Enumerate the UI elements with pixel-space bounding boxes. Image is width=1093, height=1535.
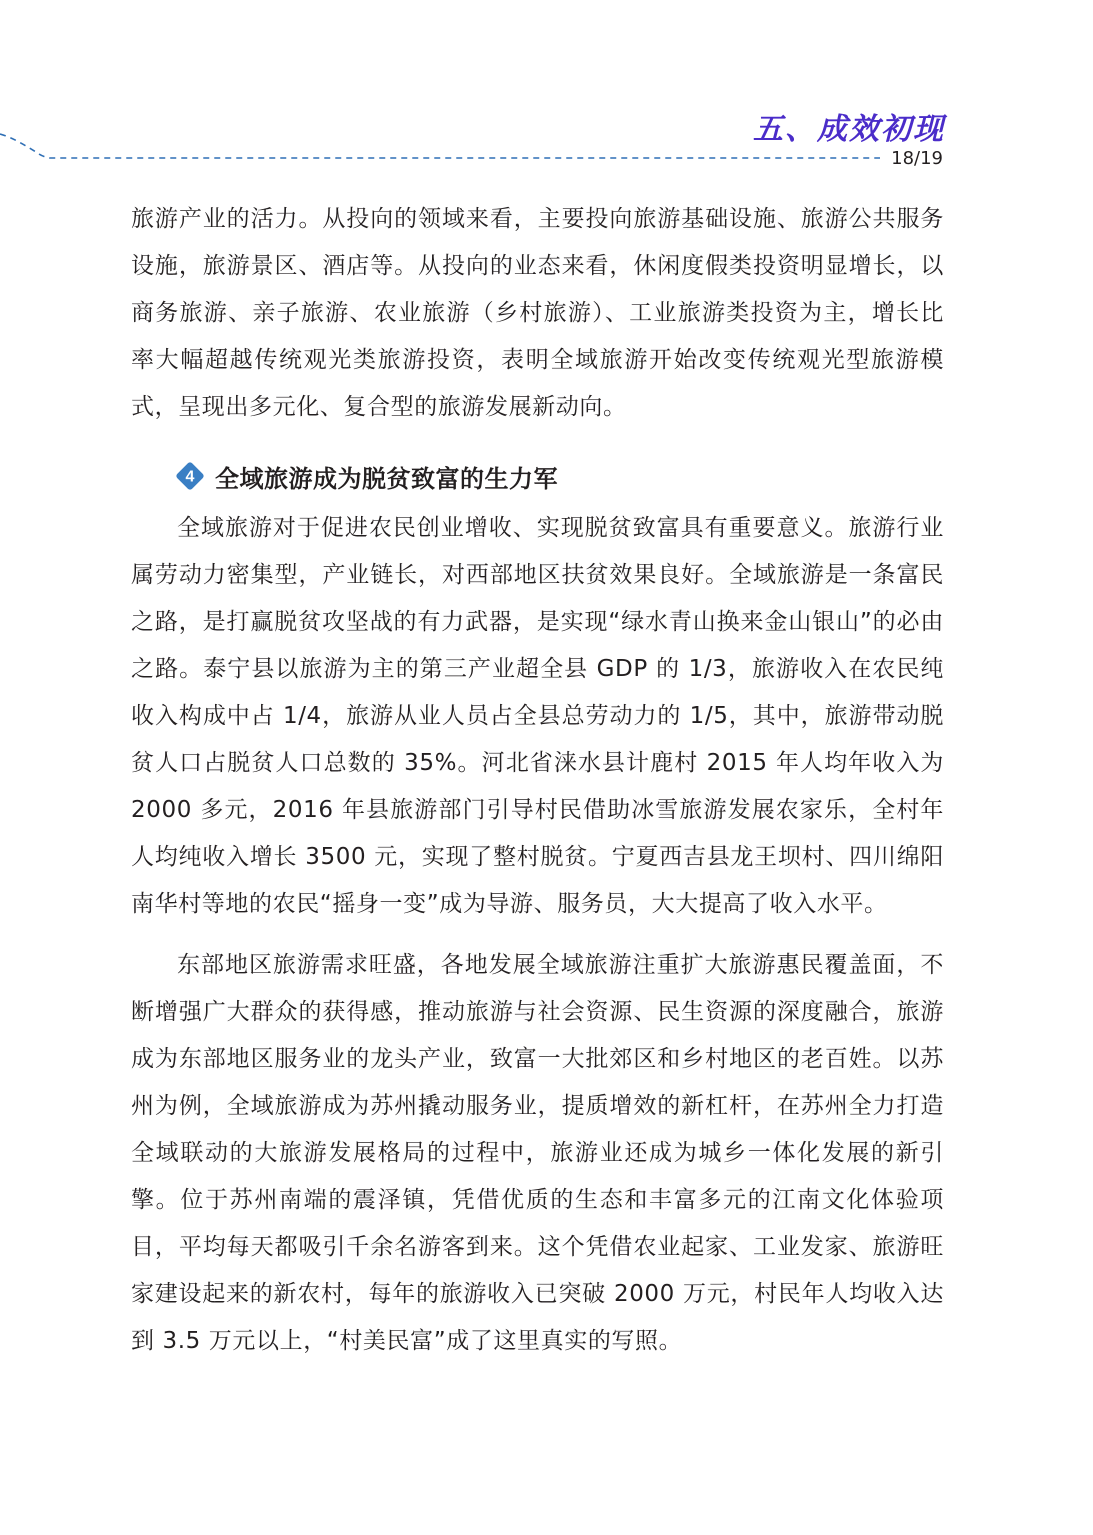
paragraph-gap [131,928,944,942]
badge-number: 4 [185,468,195,486]
page-number: 18/19 [891,148,943,169]
number-badge-icon [175,461,205,491]
paragraph-poverty-relief: 全域旅游对于促进农民创业增收、实现脱贫致富具有重要意义。旅游行业属劳动力密集型，产业链长，对西部地区扶贫效果良好。全域旅游是一条富民之路，是打赢脱贫攻坚战的有力武器，是实现“绿水青山换来金山银山”的必由之路。泰宁县以旅游为主的第三产业超全县 GDP 的 1/3，旅游收入在农民纯收入构成中占 1/4，旅游从业人员占全县总劳动力的 1/5，其中，旅游带动脱贫人口占脱贫人口总数的 35%。河北省涞水县计鹿村 2015 年人均年收入为 2000 多元，2016 年县旅游部门引导村民借助冰雪旅游发展农家乐，全村年人均纯收入增长 3500 元，实现了整村脱贫。宁夏西吉县龙王坝村、四川绵阳南华村等地的农民“摇身一变”成为导游、服务员，大大提高了收入水平。 [131,515,944,917]
paragraph-eastern-region: 东部地区旅游需求旺盛，各地发展全域旅游注重扩大旅游惠民覆盖面，不断增强广大群众的获得感，推动旅游与社会资源、民生资源的深度融合，旅游成为东部地区服务业的龙头产业，致富一大批郊区和乡村地区的老百姓。以苏州为例，全域旅游成为苏州撬动服务业，提质增效的新杠杆，在苏州全力打造全域联动的大旅游发展格局的过程中，旅游业还成为城乡一体化发展的新引擎。位于苏州南端的震泽镇，凭借优质的生态和丰富多元的江南文化体验项目，平均每天都吸引千余名游客到来。这个凭借农业起家、工业发家、旅游旺家建设起来的新农村，每年的旅游收入已突破 2000 万元，村民年人均收入达到 3.5 万元以上，“村美民富”成了这里真实的写照。 [131,952,944,1354]
section-title: 五、成效初现 [753,112,945,147]
subsection-title: 全域旅游成为脱贫致富的生力军 [215,464,558,493]
article-body [131,196,944,1365]
intro-paragraph: 旅游产业的活力。从投向的领域来看，主要投向旅游基础设施、旅游公共服务设施，旅游景区、酒店等。从投向的业态来看，休闲度假类投资明显增长，以商务旅游、亲子旅游、农业旅游（乡村旅游）、工业旅游类投资为主，增长比率大幅超越传统观光类旅游投资，表明全域旅游开始改变传统观光型旅游模式，呈现出多元化、复合型的旅游发展新动向。 [131,206,944,420]
subsection-heading [175,453,944,499]
